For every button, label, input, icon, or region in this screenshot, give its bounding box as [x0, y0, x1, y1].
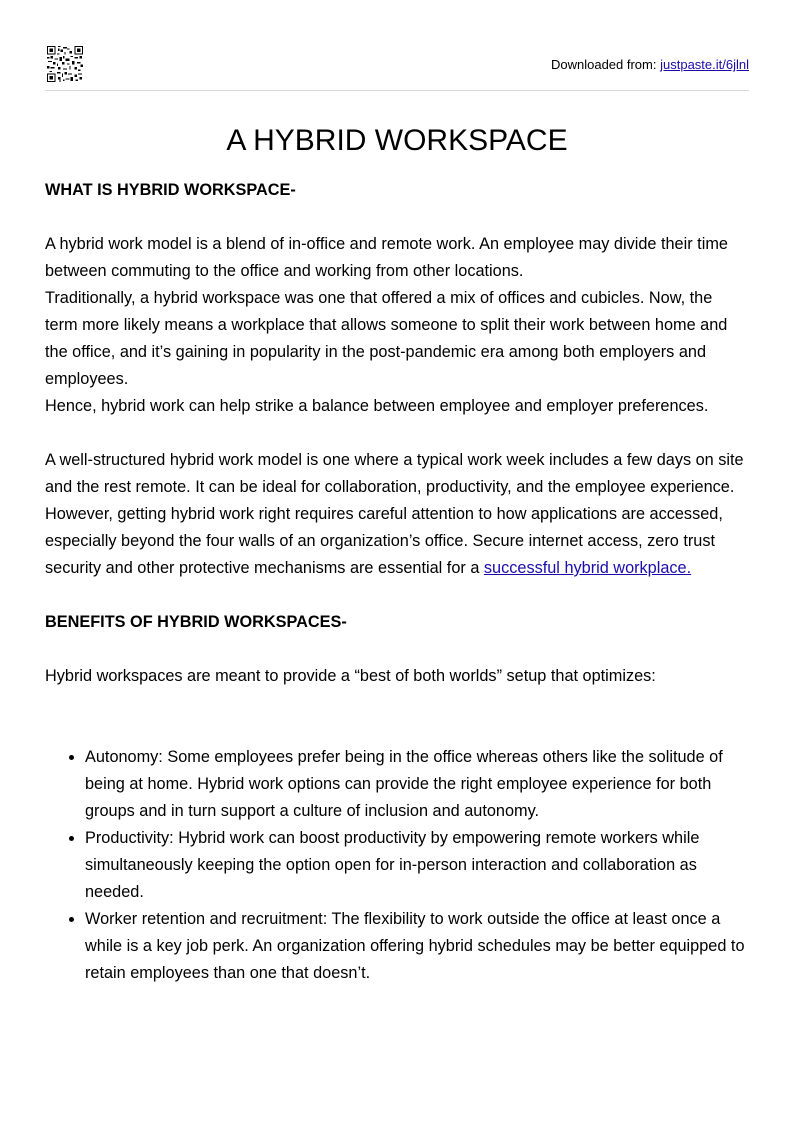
source-link[interactable]: justpaste.it/6jlnl: [660, 57, 749, 72]
document-page: [45, 0, 749, 982]
qr-code-icon: [47, 46, 83, 82]
page-header: [45, 0, 749, 91]
document-body: [45, 177, 749, 987]
paragraph: Hence, hybrid work can help strike a balance between employee and employer preferences.: [45, 397, 709, 415]
paragraph-text: However, getting hybrid work right requires careful attention to how applications are accessed, especially beyond the four walls of an organization’s office. Secure internet access, zero trust security and other protective mechanisms are essential for a: [45, 505, 723, 577]
paragraph: A hybrid work model is a blend of in-office and remote work. An employee may divide their time between commuting to the office and working from other locations.: [45, 235, 728, 280]
list-item: • Productivity: Hybrid work can boost productivity by empowering remote workers while simultaneously keeping the option open for in-person interaction and collaboration as needed.: [85, 825, 749, 906]
paragraph: Traditionally, a hybrid workspace was one that offered a mix of offices and cubicles. Now, the term more likely means a workplace that allows someone to split their work between home and the office, and it’s gaining in popularity in the post-pandemic era among both employers and employees.: [45, 289, 728, 388]
benefits-list: [45, 744, 749, 987]
paragraph: [45, 501, 749, 582]
paragraph: Hybrid workspaces are meant to provide a “best of both worlds” setup that optimizes:: [45, 667, 656, 685]
section-heading-benefits: BENEFITS OF HYBRID WORKSPACES-: [45, 613, 347, 631]
list-item: • Worker retention and recruitment: The flexibility to work outside the office at least once a while is a key job perk. An organization offering hybrid schedules may be better equipped to retain employees than one that doesn’t.: [85, 906, 749, 987]
section-heading-what-is: WHAT IS HYBRID WORKSPACE-: [45, 181, 296, 199]
page-title: A HYBRID WORKSPACE: [226, 124, 568, 157]
paragraph: A well-structured hybrid work model is one where a typical work week includes a few days on site and the rest remote. It can be ideal for collaboration, productivity, and the employee experience.: [45, 451, 744, 496]
list-item: • Autonomy: Some employees prefer being in the office whereas others like the solitude of being at home. Hybrid work options can provide the right employee experience for both groups and in turn support a culture of inclusion and autonomy.: [85, 744, 749, 825]
downloaded-label: Downloaded from:: [550, 57, 657, 72]
successful-hybrid-workplace-link[interactable]: successful hybrid workplace.: [483, 559, 692, 577]
download-source: [551, 57, 749, 73]
